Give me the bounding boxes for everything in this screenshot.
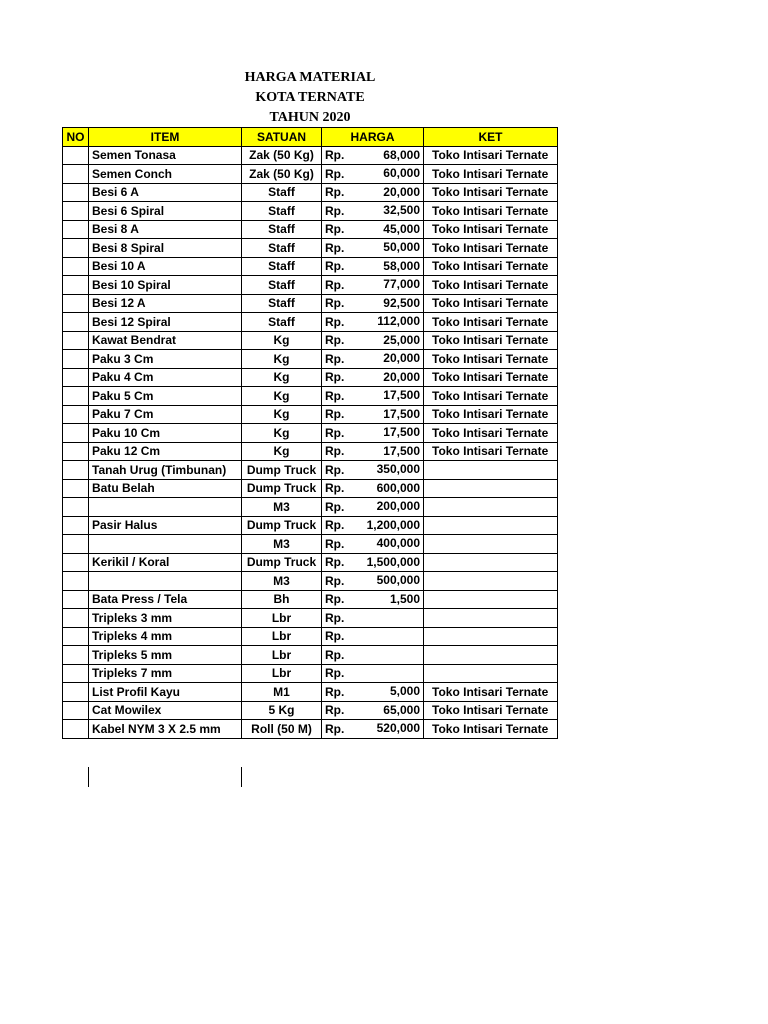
cell-item: Tanah Urug (Timbunan) xyxy=(89,461,242,480)
cell-ket xyxy=(424,479,558,498)
cell-satuan: Lbr xyxy=(242,646,322,665)
price-table xyxy=(62,127,558,739)
cell-item: Paku 5 Cm xyxy=(89,387,242,406)
cell-item: Tripleks 3 mm xyxy=(89,609,242,628)
cell-ket: Toko Intisari Ternate xyxy=(424,276,558,295)
cell-no xyxy=(63,387,89,406)
cell-ket xyxy=(424,516,558,535)
cell-harga: 45,000 xyxy=(358,220,424,239)
cell-currency: Rp. xyxy=(322,701,358,720)
cell-ket: Toko Intisari Ternate xyxy=(424,257,558,276)
table-row xyxy=(63,350,558,369)
cell-no xyxy=(63,405,89,424)
table-row xyxy=(63,331,558,350)
cell-item: Besi 12 A xyxy=(89,294,242,313)
cell-currency: Rp. xyxy=(322,609,358,628)
table-row xyxy=(63,313,558,332)
cell-item: Tripleks 4 mm xyxy=(89,627,242,646)
cell-currency: Rp. xyxy=(322,294,358,313)
cell-satuan: Zak (50 Kg) xyxy=(242,146,322,165)
cell-currency: Rp. xyxy=(322,350,358,369)
table-row xyxy=(63,294,558,313)
cell-harga: 32,500 xyxy=(358,202,424,221)
cell-harga: 600,000 xyxy=(358,479,424,498)
table-row xyxy=(63,424,558,443)
cell-harga xyxy=(358,609,424,628)
cell-harga: 520,000 xyxy=(358,720,424,739)
table-row xyxy=(63,202,558,221)
cell-ket: Toko Intisari Ternate xyxy=(424,720,558,739)
cell-ket: Toko Intisari Ternate xyxy=(424,701,558,720)
cell-no xyxy=(63,257,89,276)
cell-satuan: Staff xyxy=(242,183,322,202)
cell-item: Besi 6 Spiral xyxy=(89,202,242,221)
col-header-no: NO xyxy=(63,128,89,147)
cell-harga: 17,500 xyxy=(358,442,424,461)
cell-harga: 50,000 xyxy=(358,239,424,258)
cell-harga: 500,000 xyxy=(358,572,424,591)
cell-item: Kabel NYM 3 X 2.5 mm xyxy=(89,720,242,739)
cell-no xyxy=(63,683,89,702)
cell-item: Paku 7 Cm xyxy=(89,405,242,424)
cell-item: Besi 6 A xyxy=(89,183,242,202)
cell-currency: Rp. xyxy=(322,165,358,184)
cell-item xyxy=(89,572,242,591)
cell-harga: 1,500,000 xyxy=(358,553,424,572)
cell-item: Tripleks 7 mm xyxy=(89,664,242,683)
cell-item: Kawat Bendrat xyxy=(89,331,242,350)
cell-item: Batu Belah xyxy=(89,479,242,498)
table-row xyxy=(63,720,558,739)
table-row xyxy=(63,165,558,184)
cell-item: Paku 10 Cm xyxy=(89,424,242,443)
cell-harga: 25,000 xyxy=(358,331,424,350)
cell-ket xyxy=(424,572,558,591)
cell-no xyxy=(63,627,89,646)
cell-item: Semen Conch xyxy=(89,165,242,184)
cell-harga: 5,000 xyxy=(358,683,424,702)
cell-no xyxy=(63,535,89,554)
cell-currency: Rp. xyxy=(322,720,358,739)
table-row xyxy=(63,609,558,628)
cell-currency: Rp. xyxy=(322,424,358,443)
cell-ket xyxy=(424,664,558,683)
cell-ket xyxy=(424,553,558,572)
table-row xyxy=(63,646,558,665)
header-row xyxy=(63,128,558,147)
cell-item: Paku 12 Cm xyxy=(89,442,242,461)
cell-satuan: Zak (50 Kg) xyxy=(242,165,322,184)
cell-no xyxy=(63,183,89,202)
cell-ket xyxy=(424,627,558,646)
table-row xyxy=(63,405,558,424)
cell-item: Tripleks 5 mm xyxy=(89,646,242,665)
cell-no xyxy=(63,590,89,609)
cell-ket: Toko Intisari Ternate xyxy=(424,202,558,221)
cell-item: Bata Press / Tela xyxy=(89,590,242,609)
cell-ket: Toko Intisari Ternate xyxy=(424,331,558,350)
cell-currency: Rp. xyxy=(322,535,358,554)
table-row xyxy=(63,572,558,591)
cell-currency: Rp. xyxy=(322,553,358,572)
cell-item: Kerikil / Koral xyxy=(89,553,242,572)
cell-satuan: Staff xyxy=(242,313,322,332)
cell-no xyxy=(63,498,89,517)
cell-currency: Rp. xyxy=(322,646,358,665)
cell-currency: Rp. xyxy=(322,516,358,535)
cell-harga: 1,200,000 xyxy=(358,516,424,535)
cell-no xyxy=(63,553,89,572)
cell-item xyxy=(89,535,242,554)
cell-harga: 60,000 xyxy=(358,165,424,184)
cell-satuan: Kg xyxy=(242,405,322,424)
cell-item: List Profil Kayu xyxy=(89,683,242,702)
cell-ket xyxy=(424,646,558,665)
cell-currency: Rp. xyxy=(322,572,358,591)
table-row xyxy=(63,683,558,702)
cell-satuan: Staff xyxy=(242,257,322,276)
cell-harga: 92,500 xyxy=(358,294,424,313)
cell-no xyxy=(63,479,89,498)
table-row xyxy=(63,368,558,387)
cell-no xyxy=(63,313,89,332)
cell-ket: Toko Intisari Ternate xyxy=(424,368,558,387)
cell-satuan: Bh xyxy=(242,590,322,609)
cell-currency: Rp. xyxy=(322,202,358,221)
table-body xyxy=(63,146,558,738)
title-line-2: KOTA TERNATE xyxy=(255,90,365,105)
cell-satuan: Kg xyxy=(242,331,322,350)
table-row xyxy=(63,479,558,498)
table-row xyxy=(63,535,558,554)
cell-item: Paku 4 Cm xyxy=(89,368,242,387)
cell-no xyxy=(63,461,89,480)
cell-satuan: Kg xyxy=(242,368,322,387)
cell-harga: 20,000 xyxy=(358,350,424,369)
cell-no xyxy=(63,239,89,258)
cell-no xyxy=(63,424,89,443)
cell-satuan: Lbr xyxy=(242,609,322,628)
cell-currency: Rp. xyxy=(322,313,358,332)
cell-harga: 17,500 xyxy=(358,387,424,406)
table-row xyxy=(63,239,558,258)
cell-satuan: Roll (50 M) xyxy=(242,720,322,739)
cell-no xyxy=(63,202,89,221)
cell-satuan: M3 xyxy=(242,572,322,591)
cell-no xyxy=(63,646,89,665)
cell-satuan: Staff xyxy=(242,276,322,295)
cell-satuan: Staff xyxy=(242,294,322,313)
cell-item: Semen Tonasa xyxy=(89,146,242,165)
cell-harga xyxy=(358,627,424,646)
table-row xyxy=(63,183,558,202)
cell-currency: Rp. xyxy=(322,627,358,646)
cell-currency: Rp. xyxy=(322,368,358,387)
cell-currency: Rp. xyxy=(322,498,358,517)
table-row xyxy=(63,553,558,572)
cell-currency: Rp. xyxy=(322,405,358,424)
cell-harga: 58,000 xyxy=(358,257,424,276)
cell-satuan: Dump Truck xyxy=(242,553,322,572)
cell-ket: Toko Intisari Ternate xyxy=(424,183,558,202)
cell-satuan: 5 Kg xyxy=(242,701,322,720)
cell-no xyxy=(63,276,89,295)
cell-harga: 65,000 xyxy=(358,701,424,720)
cell-currency: Rp. xyxy=(322,331,358,350)
cell-item: Besi 10 A xyxy=(89,257,242,276)
cell-no xyxy=(63,165,89,184)
cell-item: Besi 10 Spiral xyxy=(89,276,242,295)
cell-item xyxy=(89,498,242,517)
cell-satuan: Kg xyxy=(242,387,322,406)
cell-no xyxy=(63,368,89,387)
table-row xyxy=(63,498,558,517)
col-header-satuan: SATUAN xyxy=(242,128,322,147)
cell-ket xyxy=(424,590,558,609)
table-row xyxy=(63,276,558,295)
cell-item: Pasir Halus xyxy=(89,516,242,535)
col-header-item: ITEM xyxy=(89,128,242,147)
cell-harga: 20,000 xyxy=(358,368,424,387)
cell-ket: Toko Intisari Ternate xyxy=(424,405,558,424)
cell-satuan: M3 xyxy=(242,498,322,517)
cell-harga: 112,000 xyxy=(358,313,424,332)
cell-ket: Toko Intisari Ternate xyxy=(424,294,558,313)
cell-currency: Rp. xyxy=(322,479,358,498)
title-block xyxy=(200,68,420,128)
cell-satuan: Lbr xyxy=(242,627,322,646)
cell-satuan: M1 xyxy=(242,683,322,702)
title-line-3: TAHUN 2020 xyxy=(269,110,351,125)
cell-harga: 17,500 xyxy=(358,424,424,443)
cell-currency: Rp. xyxy=(322,257,358,276)
cell-no xyxy=(63,294,89,313)
cell-satuan: Dump Truck xyxy=(242,516,322,535)
cell-currency: Rp. xyxy=(322,387,358,406)
cell-currency: Rp. xyxy=(322,442,358,461)
table-row xyxy=(63,664,558,683)
cell-harga xyxy=(358,646,424,665)
cell-harga: 400,000 xyxy=(358,535,424,554)
cell-satuan: Dump Truck xyxy=(242,461,322,480)
cell-currency: Rp. xyxy=(322,276,358,295)
trailing-grid-line-no xyxy=(88,767,89,787)
cell-currency: Rp. xyxy=(322,664,358,683)
table-row xyxy=(63,627,558,646)
cell-ket xyxy=(424,461,558,480)
cell-ket: Toko Intisari Ternate xyxy=(424,220,558,239)
table-row xyxy=(63,461,558,480)
cell-satuan: Kg xyxy=(242,424,322,443)
cell-ket xyxy=(424,609,558,628)
table-row xyxy=(63,516,558,535)
cell-harga: 1,500 xyxy=(358,590,424,609)
cell-satuan: Staff xyxy=(242,239,322,258)
cell-currency: Rp. xyxy=(322,461,358,480)
col-header-ket: KET xyxy=(424,128,558,147)
cell-item: Besi 8 A xyxy=(89,220,242,239)
cell-currency: Rp. xyxy=(322,683,358,702)
cell-no xyxy=(63,609,89,628)
cell-ket: Toko Intisari Ternate xyxy=(424,313,558,332)
table-row xyxy=(63,220,558,239)
cell-harga: 200,000 xyxy=(358,498,424,517)
table-row xyxy=(63,146,558,165)
cell-satuan: Staff xyxy=(242,202,322,221)
cell-no xyxy=(63,220,89,239)
table-row xyxy=(63,387,558,406)
cell-no xyxy=(63,572,89,591)
cell-no xyxy=(63,701,89,720)
cell-currency: Rp. xyxy=(322,590,358,609)
cell-no xyxy=(63,664,89,683)
table-row xyxy=(63,257,558,276)
cell-satuan: M3 xyxy=(242,535,322,554)
table-row xyxy=(63,701,558,720)
cell-ket: Toko Intisari Ternate xyxy=(424,165,558,184)
table-row xyxy=(63,442,558,461)
cell-currency: Rp. xyxy=(322,146,358,165)
cell-item: Cat Mowilex xyxy=(89,701,242,720)
cell-currency: Rp. xyxy=(322,183,358,202)
cell-harga xyxy=(358,664,424,683)
cell-no xyxy=(63,331,89,350)
cell-ket: Toko Intisari Ternate xyxy=(424,442,558,461)
cell-currency: Rp. xyxy=(322,220,358,239)
table-row xyxy=(63,590,558,609)
cell-no xyxy=(63,146,89,165)
cell-ket: Toko Intisari Ternate xyxy=(424,146,558,165)
cell-item: Paku 3 Cm xyxy=(89,350,242,369)
cell-satuan: Staff xyxy=(242,220,322,239)
cell-no xyxy=(63,720,89,739)
cell-ket: Toko Intisari Ternate xyxy=(424,350,558,369)
cell-no xyxy=(63,516,89,535)
cell-satuan: Dump Truck xyxy=(242,479,322,498)
cell-item: Besi 8 Spiral xyxy=(89,239,242,258)
cell-harga: 20,000 xyxy=(358,183,424,202)
cell-ket xyxy=(424,535,558,554)
cell-currency: Rp. xyxy=(322,239,358,258)
cell-harga: 68,000 xyxy=(358,146,424,165)
cell-satuan: Kg xyxy=(242,442,322,461)
cell-ket xyxy=(424,498,558,517)
cell-satuan: Kg xyxy=(242,350,322,369)
cell-item: Besi 12 Spiral xyxy=(89,313,242,332)
trailing-grid-line-item xyxy=(241,767,242,787)
col-header-harga: HARGA xyxy=(322,128,424,147)
cell-ket: Toko Intisari Ternate xyxy=(424,387,558,406)
cell-satuan: Lbr xyxy=(242,664,322,683)
cell-ket: Toko Intisari Ternate xyxy=(424,424,558,443)
cell-ket: Toko Intisari Ternate xyxy=(424,683,558,702)
cell-ket: Toko Intisari Ternate xyxy=(424,239,558,258)
cell-harga: 350,000 xyxy=(358,461,424,480)
cell-no xyxy=(63,350,89,369)
cell-harga: 17,500 xyxy=(358,405,424,424)
cell-harga: 77,000 xyxy=(358,276,424,295)
title-line-1: HARGA MATERIAL xyxy=(244,70,376,85)
cell-no xyxy=(63,442,89,461)
